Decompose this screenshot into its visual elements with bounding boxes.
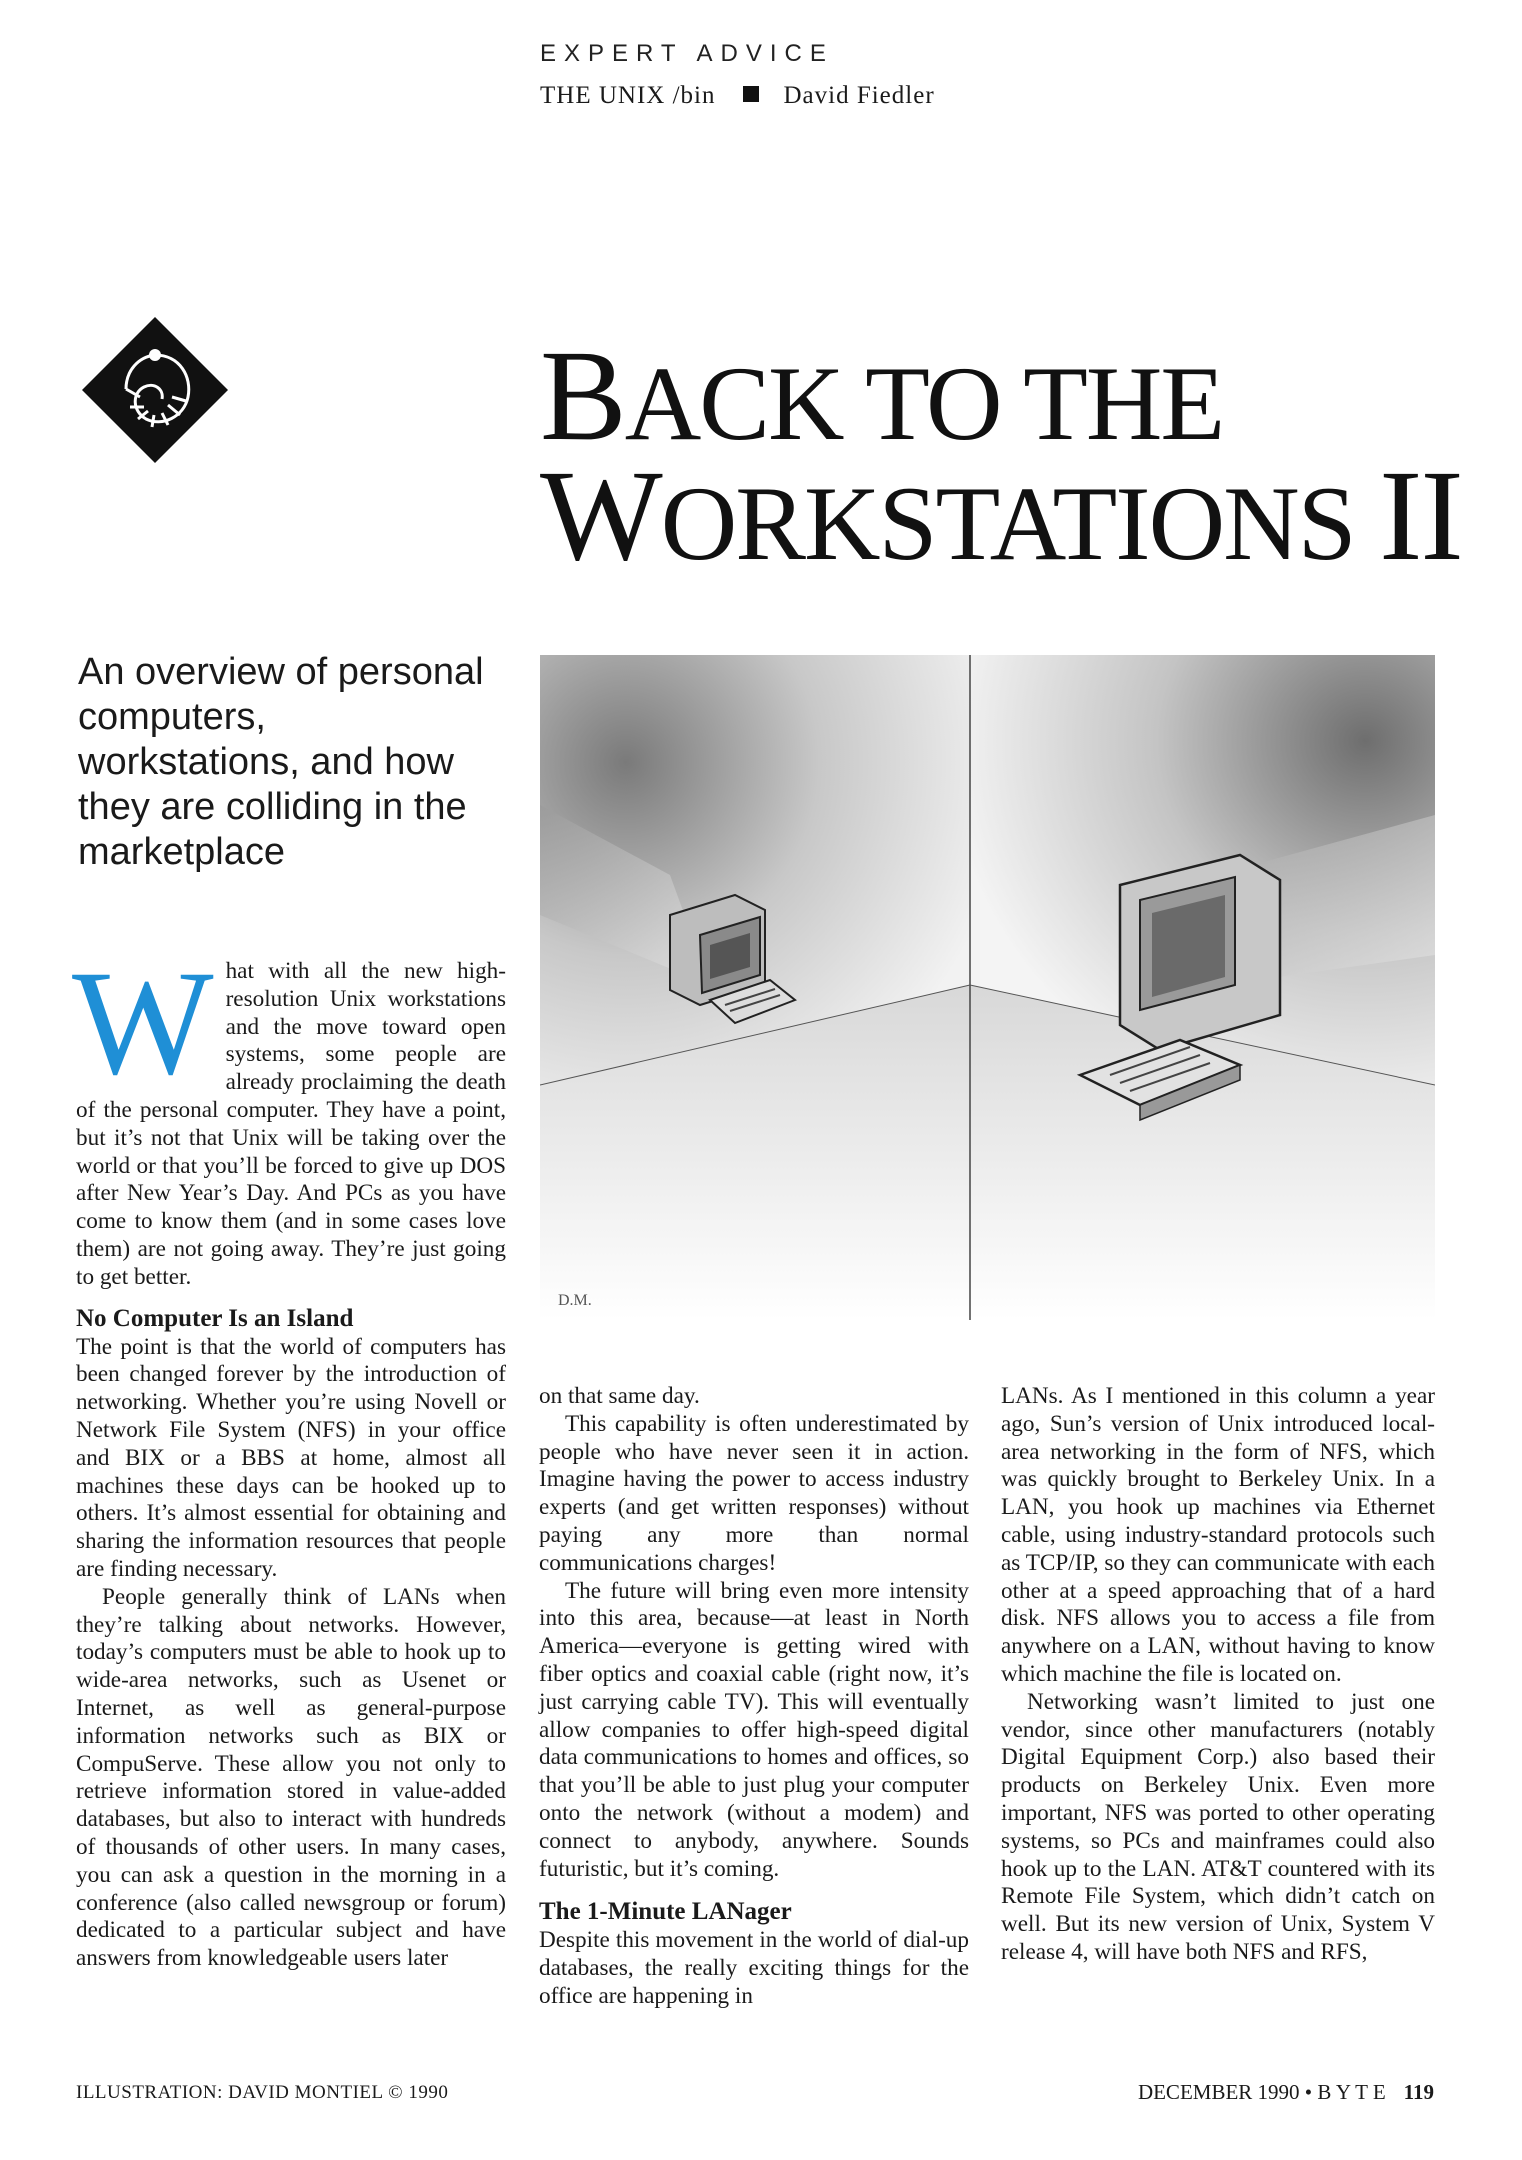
paragraph-2-continued: on that same day.: [539, 1383, 700, 1409]
title-line-1: [540, 324, 1462, 468]
issue-date: DECEMBER 1990 • B Y T E: [1137, 2080, 1386, 2104]
paragraph-4: The future will bring even more intensity into this area, because—at least in North America—everyone is getting wired with fiber optics and coaxial cable (right now, it’s just carrying cable TV). This will eventually allow companies to offer high-speed digital data communications to homes and offices, so that you’ll be able to just plug your computer onto the network (without a modem) and connect to anybody, anywhere. Sounds futuristic, but it’s coming.: [539, 1577, 969, 1882]
paragraph-2: People generally think of LANs when they’re talking about networks. However, today’s computers must be able to hook up to wide-area networks, such as Usenet or Internet, as well as general-purpose information networks such as BIX or CompuServe. These allow you not only to retrieve information stored in value-added databases, but also to interact with hundreds of thousands of other users. In many cases, you can ask a question in the morning in a conference (also called newsgroup or forum) dedicated to a particular subject and have answers from knowledgeable users later: [76, 1583, 506, 1972]
paragraph-5-continued: LANs. As I mentioned in this column a year ago, Sun’s version of Unix introduced local-area networking in the form of NFS, which was quickly brought to Berkeley Unix. In a LAN, you hook up machines via Ethernet cable, using industry-standard protocols such as TCP/IP, so they can communicate with each other at a speed approaching that of a hard disk. NFS allows you to access a file from anywhere on a LAN, without having to know which machine the file is located on.: [1001, 1383, 1435, 1687]
page-number: 119: [1403, 2080, 1434, 2104]
section-heading-lanager: The 1-Minute LANager: [539, 1898, 792, 1926]
paragraph-3: This capability is often underestimated by people who have never seen it in action. Imagine having the power to access industry experts (and get written responses) without paying any more than normal communications charges!: [539, 1410, 969, 1576]
column-3: [1001, 1383, 1435, 1967]
title-rest-2: ORKSTATIONS: [660, 465, 1355, 582]
title-rest-1: ACK TO THE: [624, 345, 1224, 462]
column-1: [72, 940, 506, 1973]
page-footer: [1138, 2080, 1434, 2105]
illustration-credit: ILLUSTRATION: DAVID MONTIEL © 1990: [76, 2082, 449, 2103]
paragraph-1: The point is that the world of computers has been changed forever by the introduction of networking. Whether you’re using Novell or Network File System (NFS) in your office and BIX or a BBS at home, almost all machines these days can be hooked up to others. It’s almost essential for obtaining and sharing the information resources that people are finding necessary.: [76, 1333, 506, 1582]
intro-paragraph: [72, 940, 506, 1292]
dek: An overview of personal computers, workstations, and how they are colliding in the marketplace: [78, 651, 484, 873]
title-suffix: II: [1379, 444, 1462, 588]
drop-cap: W: [72, 940, 214, 1106]
section-heading-island: No Computer Is an Island: [76, 1304, 354, 1332]
article-title: [540, 324, 1462, 588]
byline: [540, 82, 935, 110]
title-line-2: [540, 444, 1462, 588]
kicker: EXPERT ADVICE: [540, 40, 834, 67]
illustration-signature: D.M.: [558, 1292, 592, 1309]
workstations-illustration: [540, 655, 1435, 1320]
paragraph-5: Despite this movement in the world of dial-up databases, the really exciting things for the office are happening in: [539, 1927, 969, 2009]
paragraph-6: Networking wasn’t limited to just one vendor, since other manufacturers (notably Digital Equipment Corp.) also based their products on Berkeley Unix. Even more important, NFS was ported to other operating systems, so PCs and mainframes could also hook up to the LAN. AT&T countered with its Remote File System, which didn’t catch on well. But its new version of Unix, System V release 4, will have both NFS and RFS,: [1001, 1688, 1435, 1965]
nautilus-logo-icon: [80, 315, 230, 465]
intro-text: hat with all the new high-resolution Unix workstations and the move toward open systems, some people are already proclaiming the death of the personal computer. They have a point, but it’s not that Unix will be taking over the world or that you’ll be forced to give up DOS after New Year’s Day. And PCs as you have come to know them (and in some cases love them) are not going away. They’re just going to get better.: [76, 958, 506, 1290]
column-2: [539, 1383, 969, 2011]
title-initial-1: B: [540, 324, 625, 468]
author-name: David Fiedler: [783, 82, 935, 109]
column-name: THE UNIX /bin: [540, 82, 716, 109]
square-bullet-icon: [743, 86, 759, 102]
title-initial-2: W: [540, 444, 661, 588]
